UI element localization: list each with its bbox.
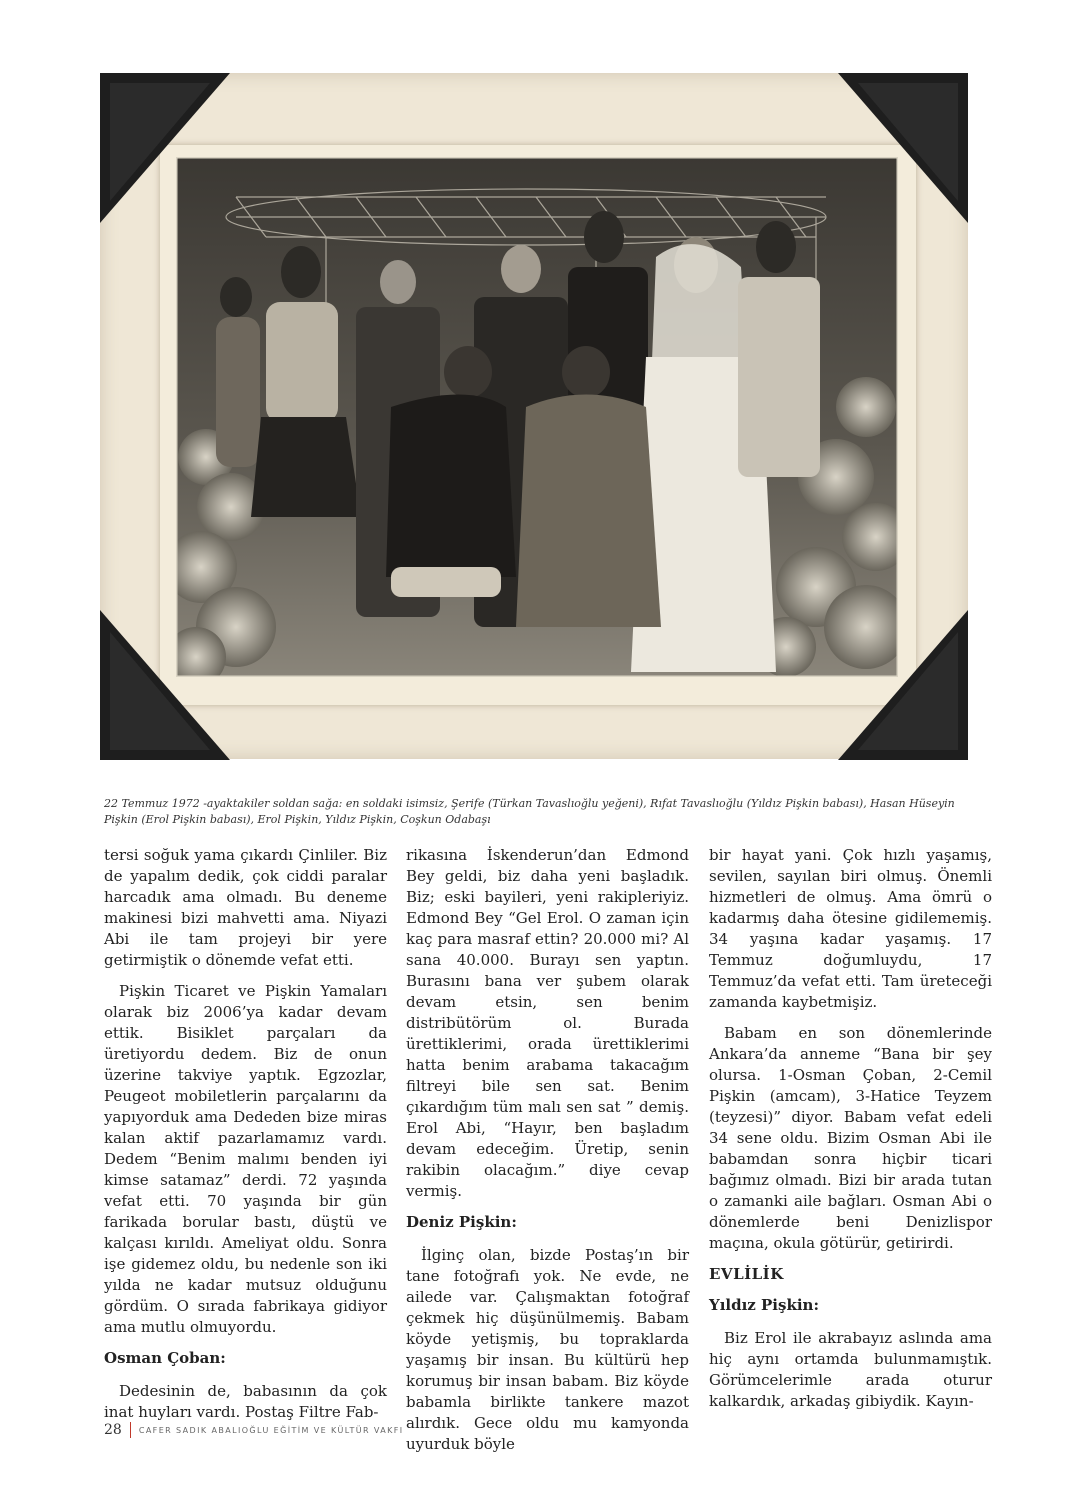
page-number: 28 (104, 1422, 122, 1438)
section-heading: EVLİLİK (709, 1265, 784, 1283)
paragraph: tersi soğuk yama çıkardı Çinliler. Biz de yapalım dedik, çok ciddi paralar harcadık ama olmadı. Bu deneme makinesi bizi mahvetti ama. Niyazi Abi ile tam projeyi bir yere getirmiştik o dönemde vefat etti. (104, 846, 387, 969)
paragraph: rikasına İskenderun’dan Edmond Bey geldi, biz daha yeni başladık. Biz; eski bayileri, yeni rakipleriyiz. Edmond Bey “Gel Erol. O zaman için kaç para masraf ettin? 20.000 mi? Al sana 40.000. Burayı sen yaptın. Burasını bana ver şubem olarak devam etsin, sen benim distribütörüm ol. Burada ürettiklerimi, orada ürettiklerimi hatta benim arabama takacağım filtreyi bile sen sat. Benim çıkardığım tüm malı sen sat ” demiş. Erol Abi, “Hayır, ben başladım devam edeceğim. Üretip, senin rakibin olacağım.” diye cevap vermiş. (406, 846, 689, 1200)
speaker-heading: Deniz Pişkin: (406, 1213, 517, 1231)
paragraph: Pişkin Ticaret ve Pişkin Yamaları olarak biz 2006’ya kadar devam ettik. Bisiklet parçaları da üretiyordu dedem. Biz de onun üzerine takviye yaptık. Egzozlar, Peugeot mobiletlerin parçalarını da yapıyorduk ama Dededen bize miras kalan aktif pazarlamamız vardı. Dedem “Benim malımı benden iyi kimse satamaz” derdi. 72 yaşında vefat etti. 70 yaşında bir gün farikada borular bastı, düştü ve kalçası kırıldı. Ameliyat oldu. Sonra işe gidemez oldu, bu nedenle son iki yılda ne kadar mutsuz olduğunu gördüm. O sırada fabrikaya gidiyor ama mutlu olmuyordu. (104, 982, 387, 1336)
text-column-1 (104, 845, 387, 1433)
speaker-heading: Yıldız Pişkin: (709, 1296, 819, 1314)
text-column-3 (709, 845, 992, 1422)
paragraph: Babam en son dönemlerinde Ankara’da anneme “Bana bir şey olursa. 1-Osman Çoban, 2-Cemil Pişkin (amcam), 3-Hatice Teyzem (teyzesi)” diyor. Babam vefat edeli 34 sene oldu. Bizim Osman Abi ile babamdan sonra hiçbir ticari bağımız olmadı. Bizi bir arada tutan o zamanki aile bağları. Osman Abi o dönemlerde beni Denizlispor maçına, okula götürür, getirirdi. (709, 1024, 992, 1252)
paragraph: İlginç olan, bizde Postaş’ın bir tane fotoğrafı yok. Ne evde, ne ailede var. Çalışmaktan fotoğraf çekmek hiç düşünülmemiş. Babam köyde yetişmiş, bu topraklarda yaşamış bir insan. Bu kültürü hep korumuş bir insan babam. Biz köyde babamla birlikte tankere mazot alırdık. Gece oldu mu kamyonda uyurduk böyle (406, 1246, 689, 1453)
photo-corner-top-right (838, 73, 968, 223)
photo-corner-top-left (100, 73, 230, 223)
page-footer (104, 1420, 404, 1440)
speaker-heading: Osman Çoban: (104, 1349, 226, 1367)
photo-corner-bottom-left (100, 610, 230, 760)
text-column-2 (406, 845, 689, 1465)
wedding-photo (176, 157, 898, 677)
paragraph: Biz Erol ile akrabayız aslında ama hiç aynı ortamda bulunmamıştık. Görümcelerimle arada oturur kalkardık, arkadaş gibiydik. Kayın- (709, 1329, 992, 1410)
publisher-name: CAFER SADIK ABALIOĞLU EĞİTİM VE KÜLTÜR VAKFI (138, 1425, 404, 1435)
photo-corner-bottom-right (838, 610, 968, 760)
paragraph: bir hayat yani. Çok hızlı yaşamış, sevilen, sayılan biri olmuş. Önemli hizmetleri de olmuş. Ama ömrü o kadarmış daha ötesine gidilememiş. 34 yaşına kadar yaşamış. 17 Temmuz doğumluydu, 17 Temmuz’da vefat etti. Tam üreteceği zamanda kaybetmişiz. (709, 846, 992, 1011)
paragraph: Dedesinin de, babasının da çok inat huyları vardı. Postaş Filtre Fab- (104, 1382, 387, 1421)
photo-caption: 22 Temmuz 1972 -ayaktakiler soldan sağa: en soldaki isimsiz, Şerife (Türkan Tavaslıoğlu yeğeni), Rıfat Tavaslıoğlu (Yıldız Pişkin babası), Hasan Hüseyin Pişkin (Erol Pişkin babası), Erol Pişkin, Yıldız Pişkin, Coşkun Odabaşı (104, 797, 955, 826)
footer-divider (130, 1422, 131, 1438)
